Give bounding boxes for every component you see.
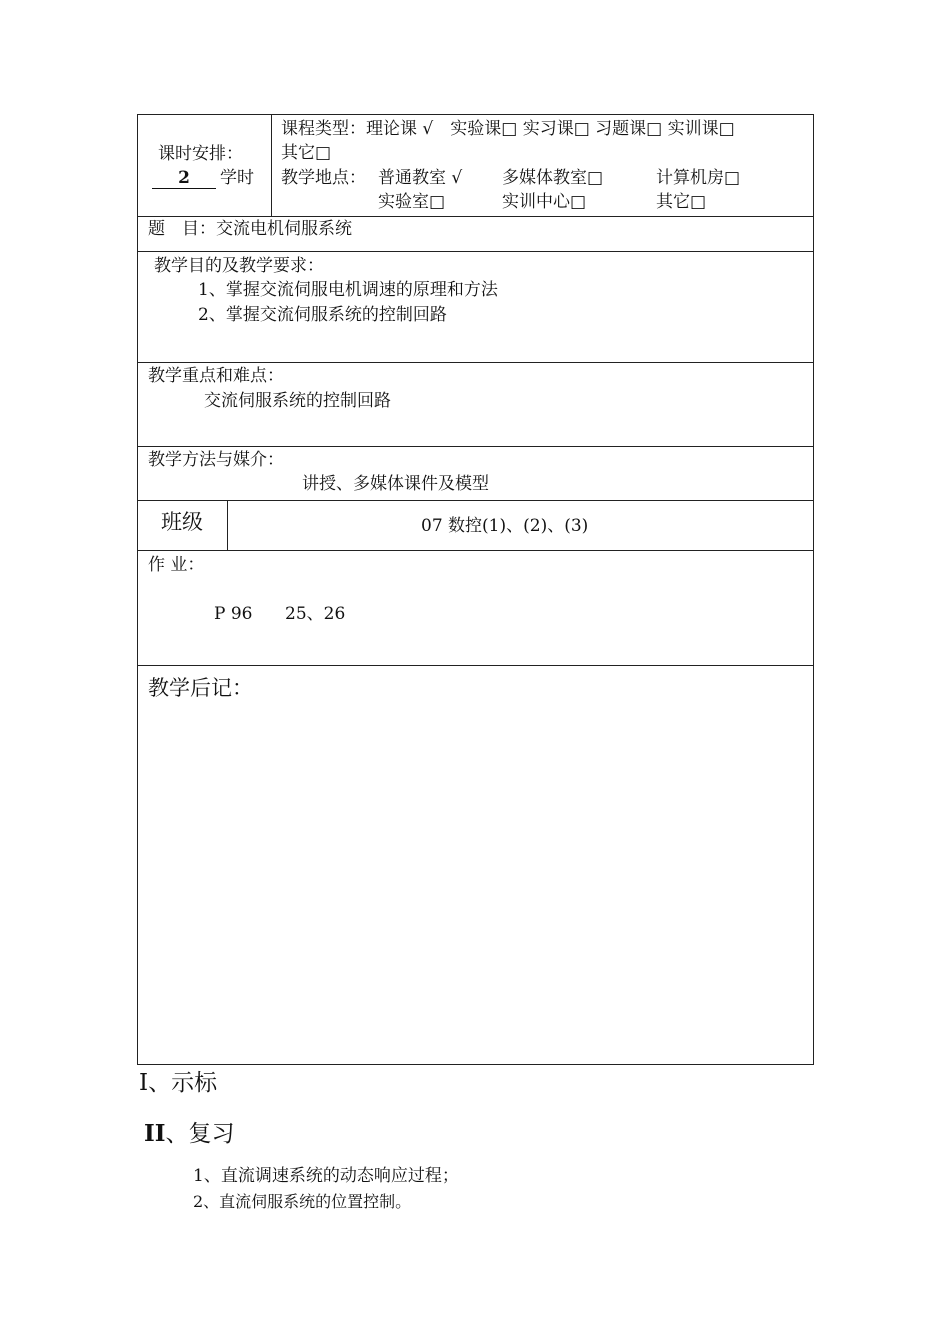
section-heading-objectives: Ⅰ、示标: [139, 1070, 218, 1096]
lesson-plan-table: [137, 114, 814, 1065]
topic: 题 目：交流电机伺服系统: [148, 219, 352, 239]
location-option: 实训中心□: [502, 192, 587, 212]
row-divider: [138, 251, 813, 252]
course-type-line2: 其它□: [281, 143, 332, 163]
column-divider: [271, 115, 272, 216]
schedule-unit: 学时: [220, 168, 254, 188]
review-item: 1、直流调速系统的动态响应过程；: [193, 1166, 459, 1186]
location-option: 多媒体教室□: [502, 168, 604, 188]
location-option: 普通教室 √: [378, 168, 463, 188]
location-option: 其它□: [656, 192, 707, 212]
location-label: 教学地点：: [281, 168, 366, 188]
location-option: 计算机房□: [656, 168, 741, 188]
key-points-text: 交流伺服系统的控制回路: [204, 391, 391, 411]
row-divider: [138, 665, 813, 666]
column-divider: [227, 500, 228, 550]
class-label: 班级: [161, 510, 203, 534]
section-heading-review: [144, 1120, 235, 1148]
methods-text: 讲授、多媒体课件及模型: [302, 474, 489, 494]
schedule-label: 课时安排：: [158, 144, 243, 164]
methods-label: 教学方法与媒介：: [148, 450, 284, 470]
row-divider: [138, 216, 813, 217]
objective-item: 2、掌握交流伺服系统的控制回路: [198, 305, 447, 325]
schedule-hours: 2: [152, 168, 216, 189]
class-value: 07 数控(1)、(2)、(3): [421, 516, 589, 536]
review-item: 2、直流伺服系统的位置控制。: [193, 1192, 412, 1211]
row-divider: [138, 550, 813, 551]
row-divider: [138, 362, 813, 363]
objective-item: 1、掌握交流伺服电机调速的原理和方法: [198, 280, 498, 300]
location-option: 实验室□: [378, 192, 446, 212]
row-divider: [138, 446, 813, 447]
homework-items: 25、26: [285, 604, 346, 624]
postscript-label: 教学后记：: [148, 676, 253, 700]
section-numeral: II: [144, 1120, 166, 1147]
schedule-hours-row: [152, 167, 254, 189]
key-points-label: 教学重点和难点：: [148, 366, 284, 386]
course-type-line1: 课程类型：理论课 √ 实验课□ 实习课□ 习题课□ 实训课□: [281, 119, 735, 139]
objectives-label: 教学目的及教学要求：: [154, 256, 324, 276]
row-divider: [138, 500, 813, 501]
homework-label: 作 业：: [148, 555, 205, 575]
section-title: 、复习: [165, 1121, 235, 1147]
homework-page: P 96: [214, 604, 253, 624]
